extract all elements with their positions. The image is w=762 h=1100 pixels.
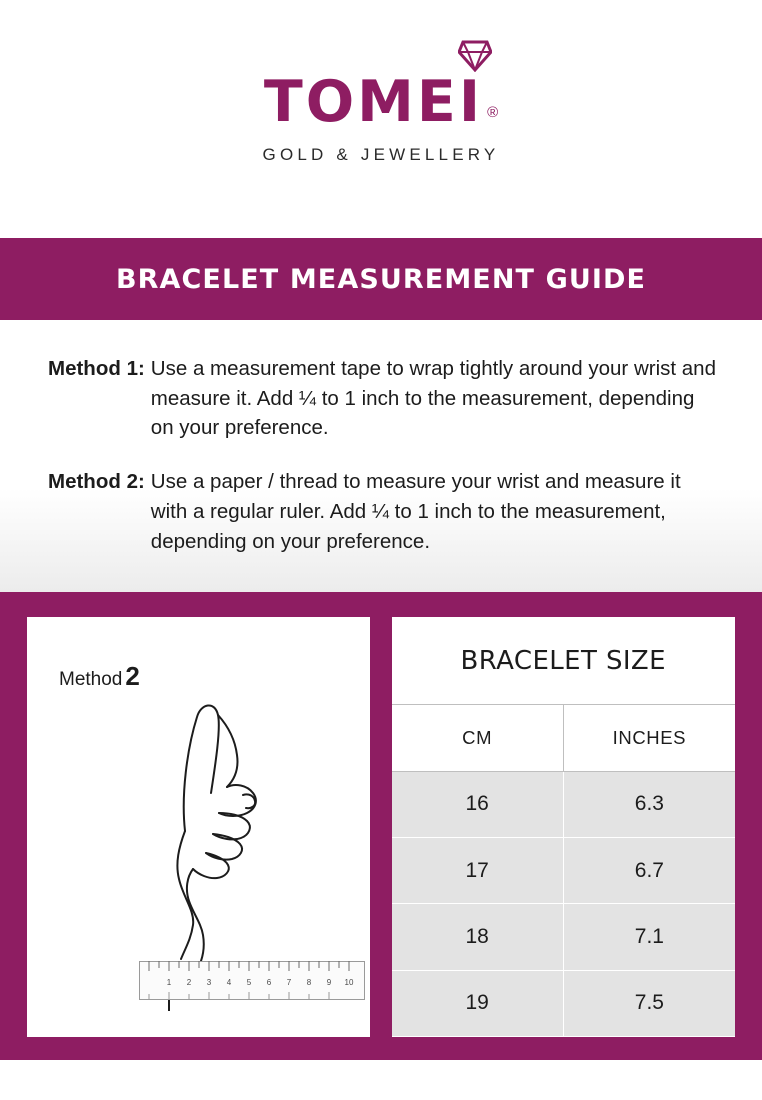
svg-text:8: 8	[306, 978, 312, 987]
svg-text:6: 6	[266, 978, 272, 987]
methods-section	[0, 320, 762, 592]
cell-inches: 6.3	[634, 792, 664, 816]
svg-text:5: 5	[246, 978, 252, 987]
column-header-cm: CM	[392, 705, 564, 770]
cell-cm: 17	[392, 838, 564, 903]
method-label: Method 1:	[48, 357, 145, 380]
method-text: Use a measurement tape to wrap tightly around your wrist and measure it. Add ¼ to 1 inch to the measurement, depending on your preference.	[150, 357, 716, 440]
logo-wrap	[262, 68, 500, 165]
bottom-panel	[0, 592, 762, 1060]
cell-inches: 6.7	[634, 858, 664, 882]
svg-text:2: 2	[186, 978, 192, 987]
svg-text:4: 4	[226, 978, 232, 987]
svg-text:7: 7	[286, 978, 292, 987]
method-item-2	[48, 467, 716, 556]
brand-tagline: GOLD & JEWELLERY	[262, 144, 500, 164]
svg-text:9: 9	[326, 978, 332, 987]
bracelet-size-table	[392, 617, 736, 1037]
cell-cm: 18	[392, 904, 564, 969]
brand-name: TOMEI	[263, 68, 484, 135]
logo-main	[263, 68, 499, 135]
diamond-icon	[458, 40, 492, 72]
table-header-row	[392, 705, 736, 771]
table-row	[392, 904, 736, 970]
table-row	[392, 971, 736, 1037]
table-row	[392, 838, 736, 904]
column-header-inches: INCHES	[612, 726, 687, 748]
svg-text:1: 1	[166, 978, 172, 987]
table-row	[392, 772, 736, 838]
illustration-card	[27, 617, 370, 1037]
registered-mark: ®	[487, 103, 499, 121]
page-title: BRACELET MEASUREMENT GUIDE	[115, 263, 647, 295]
cell-cm: 19	[392, 971, 564, 1036]
cell-cm: 16	[392, 772, 564, 837]
illustration-label-number: 2	[125, 661, 140, 691]
illustration-label-text: Method	[59, 669, 123, 690]
cell-inches: 7.5	[634, 991, 664, 1015]
method-label: Method 2:	[48, 470, 145, 494]
page-title-bar	[0, 238, 762, 320]
svg-text:10: 10	[344, 978, 354, 987]
ruler-icon	[139, 961, 365, 1013]
cell-inches: 7.1	[634, 924, 664, 948]
brand-header	[0, 0, 762, 238]
table-title: BRACELET SIZE	[392, 617, 736, 705]
method-text: Use a paper / thread to measure your wrist and measure it with a regular ruler. Add ¼ to 1 inch to the measurement, depending on your preference.	[150, 470, 681, 553]
method-item-1	[48, 354, 716, 443]
hand-illustration-icon	[123, 663, 313, 963]
svg-text:3: 3	[206, 978, 212, 987]
